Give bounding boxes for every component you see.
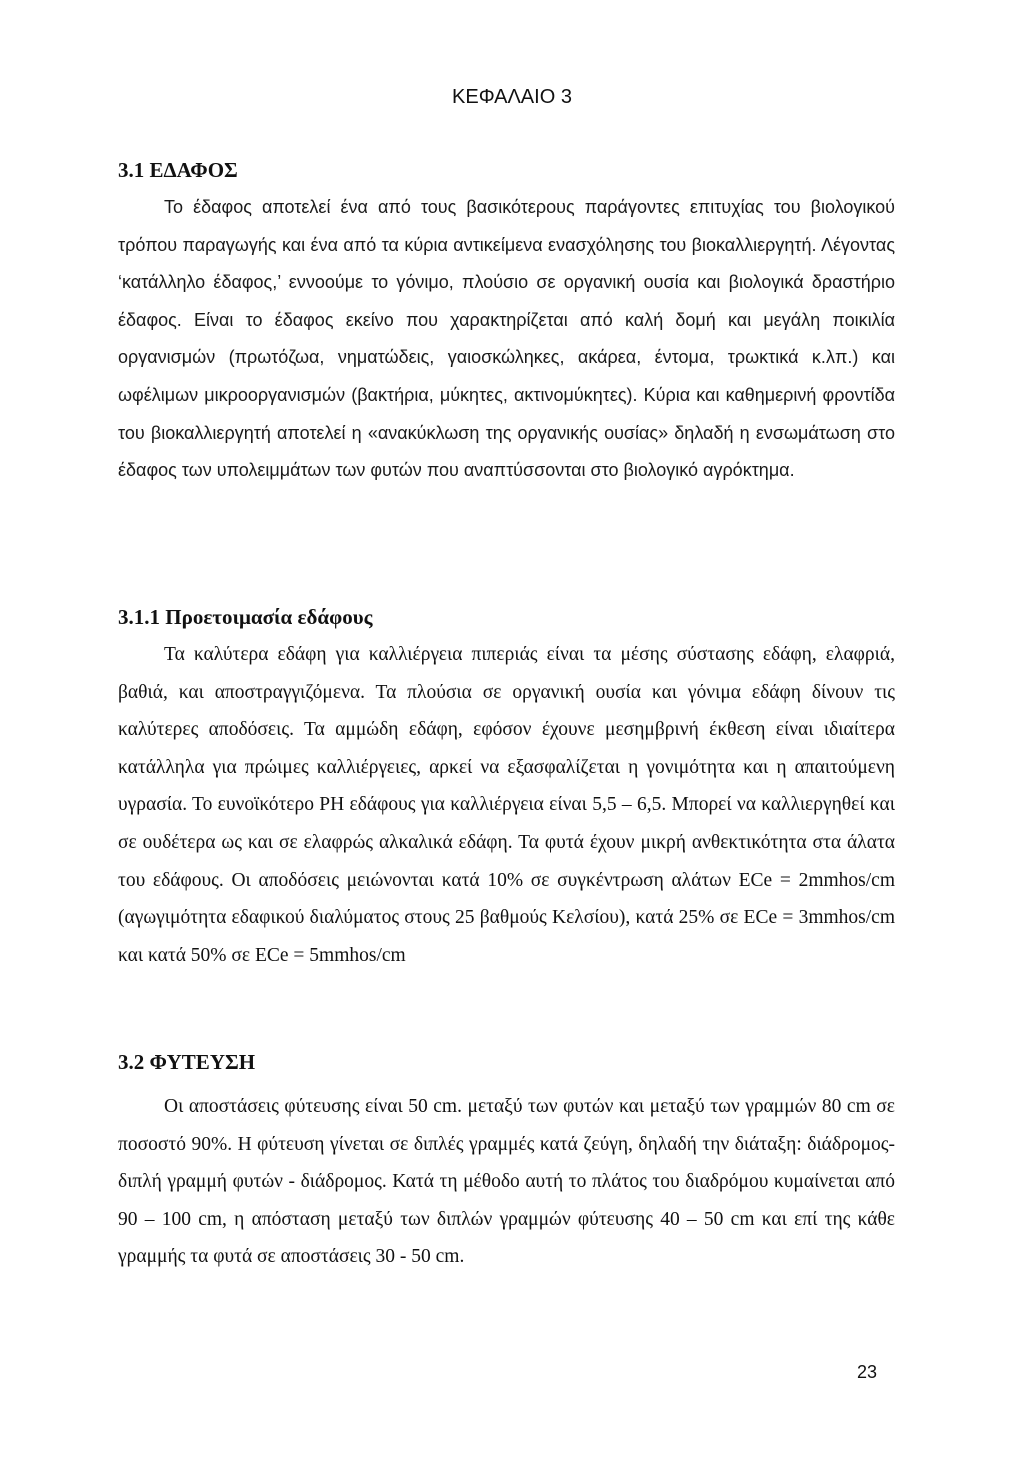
section-paragraph-soil: Το έδαφος αποτελεί ένα από τους βασικότερους παράγοντες επιτυχίας του βιολογικού τρόπου παραγωγής και ένα από τα κύρια αντικείμενα ενασχόλησης του βιοκαλλιεργητή. Λέγοντας ‘κατάλληλο έδαφος,’ εννοούμε το γόνιμο, πλούσιο σε οργανική ουσία και βιολογικά δραστήριο έδαφος. Είναι το έδαφος εκείνο που χαρακτηρίζεται από καλή δομή και μεγάλη ποικιλία οργανισμών (πρωτόζωα, νηματώδεις, γαιοσκώληκες, ακάρεα, έντομα, τρωκτικά κ.λπ.) και ωφέλιμων μικροοργανισμών (βακτήρια, μύκητες, ακτινομύκητες). Κύρια και καθημερινή φροντίδα του βιοκαλλιεργητή αποτελεί η «ανακύκλωση της οργανικής ουσίας» δηλαδή η ενσωμάτωση στο έδαφος των υπολειμμάτων των φυτών που αναπτύσσονται στο βιολογικό αγρόκτημα. <box>118 197 895 481</box>
subsection-paragraph-soil-preparation: Τα καλύτερα εδάφη για καλλιέργεια πιπεριάς είναι τα μέσης σύστασης εδάφη, ελαφριά, βαθιά, και αποστραγγιζόμενα. Τα πλούσια σε οργανική ουσία και γόνιμα εδάφη δίνουν τις καλύτερες αποδόσεις. Τα αμμώδη εδάφη, εφόσον έχουνε μεσημβρινή έκθεση είναι ιδιαίτερα κατάλληλα για πρώιμες καλλιέργειες, αρκεί να εξασφαλίζεται η γονιμότητα και η απαιτούμενη υγρασία. Το ευνοϊκότερο PH εδάφους για καλλιέργεια είναι 5,5 – 6,5. Μπορεί να καλλιεργηθεί και σε ουδέτερα ως και σε ελαφρώς αλκαλικά εδάφη. Τα φυτά έχουν μικρή ανθεκτικότητα στα άλατα του εδάφους. Οι αποδόσεις μειώνονται κατά 10% σε συγκέντρωση αλάτων ECe = 2mmhos/cm (αγωγιμότητα εδαφικού διαλύματος στους 25 βαθμούς Κελσίου), κατά 25% σε ECe = 3mmhos/cm και κατά 50% σε ECe = 5mmhos/cm <box>118 644 895 966</box>
chapter-title: ΚΕΦΑΛΑΙΟ 3 <box>452 86 572 108</box>
section-heading-soil: 3.1 ΕΔΑΦΟΣ <box>118 158 238 182</box>
page-number: 23 <box>857 1362 878 1382</box>
subsection-heading-soil-preparation: 3.1.1 Προετοιμασία εδάφους <box>118 605 373 629</box>
section-heading-planting: 3.2 ΦΥΤΕΥΣΗ <box>118 1050 256 1074</box>
section-paragraph-planting: Οι αποστάσεις φύτευσης είναι 50 cm. μεταξύ των φυτών και μεταξύ των γραμμών 80 cm σε ποσοστό 90%. Η φύτευση γίνεται σε διπλές γραμμές κατά ζεύγη, δηλαδή την διάταξη: διάδρομος-διπλή γραμμή φυτών - διάδρομος. Κατά τη μέθοδο αυτή το πλάτος του διαδρόμου κυμαίνεται από 90 – 100 cm, η απόσταση μεταξύ των διπλών γραμμών φύτευσης 40 – 50 cm και επί της κάθε γραμμής τα φυτά σε αποστάσεις 30 - 50 cm. <box>118 1096 895 1268</box>
